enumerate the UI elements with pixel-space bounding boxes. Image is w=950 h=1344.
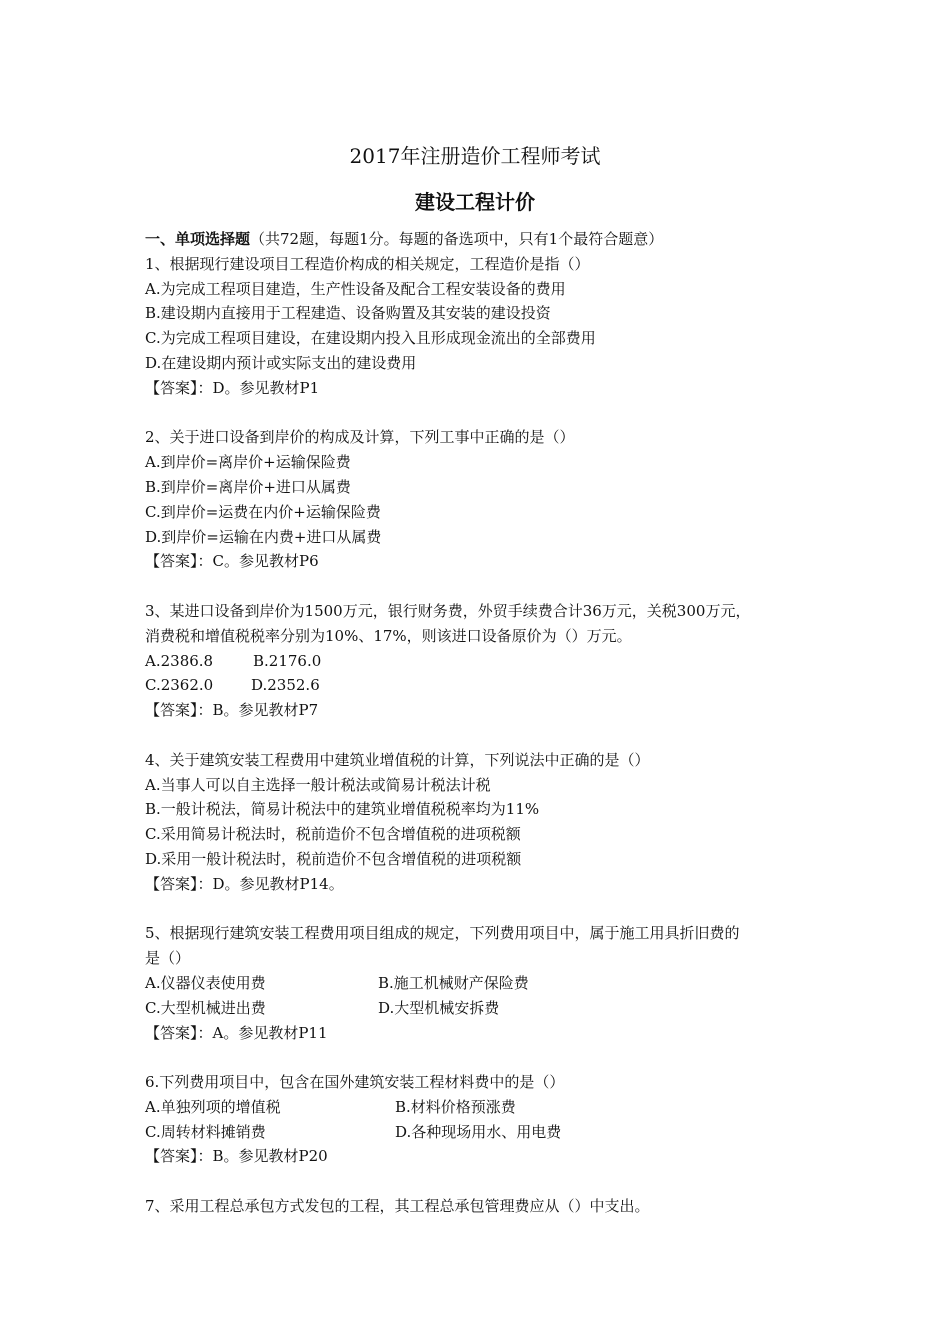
spacer (145, 723, 835, 748)
question-stem: 6.下列费用项目中，包含在国外建筑安装工程材料费中的是（） (145, 1073, 565, 1092)
spacer (145, 574, 835, 599)
section-heading-note: （共72题，每题1分。每题的备选项中，只有1个最符合题意） (250, 230, 664, 248)
question-list (145, 227, 835, 1219)
option-a: A.仪器仪表使用费 (145, 973, 266, 992)
question-stem: 4、关于建筑安装工程费用中建筑业增值税的计算，下列说法中正确的是（） (145, 750, 650, 769)
option-b: B.一般计税法，简易计税法中的建筑业增值税税率均为11% (145, 800, 540, 819)
section-heading (145, 227, 835, 252)
option-c: C.到岸价=运费在内价+运输保险费 (145, 502, 381, 521)
spacer (145, 897, 835, 922)
exam-title: 2017年注册造价工程师考试 (349, 144, 601, 168)
answer-line: 【答案】：B。参见教材P7 (145, 701, 319, 720)
option-a: A.单独列项的增值税 (145, 1097, 281, 1116)
question-stem: 5、根据现行建筑安装工程费用项目组成的规定，下列费用项目中，属于施工用具折旧费的 (145, 924, 740, 943)
option-a: A.为完成工程项目建造，生产性设备及配合工程安装设备的费用 (145, 279, 566, 298)
option-d: D.2352.6 (251, 676, 320, 695)
option-a: A.2386.8 (145, 651, 214, 670)
answer-line: 【答案】：A。参见教材P11 (145, 1023, 328, 1042)
option-b: B.到岸价=离岸价+进口从属费 (145, 477, 351, 496)
option-row (145, 1095, 835, 1120)
spacer (145, 1045, 835, 1070)
option-a: A.到岸价=离岸价+运输保险费 (145, 453, 351, 472)
option-b: B.材料价格预涨费 (395, 1097, 516, 1116)
answer-line: 【答案】：B。参见教材P20 (145, 1147, 328, 1166)
option-c: C.大型机械进出费 (145, 998, 266, 1017)
spacer (145, 401, 835, 426)
answer-line: 【答案】：D。参见教材P14。 (145, 874, 344, 893)
question-stem: 2、关于进口设备到岸价的构成及计算，下列工事中正确的是（） (145, 428, 575, 447)
option-d: D.大型机械安拆费 (378, 998, 500, 1017)
section-heading-bold: 一、单项选择题 (145, 230, 251, 248)
question-stem: 1、根据现行建设项目工程造价构成的相关规定，工程造价是指（） (145, 254, 590, 273)
question-stem: 3、某进口设备到岸价为1500万元，银行财务费，外贸手续费合计36万元，关税300万元， (145, 601, 751, 620)
option-d: D.采用一般计税法时，税前造价不包含增值税的进项税额 (145, 849, 522, 868)
option-a: A.当事人可以自主选择一般计税法或简易计税法计税 (145, 775, 491, 794)
question-stem: 7、采用工程总承包方式发包的工程，其工程总承包管理费应从（）中支出。 (145, 1197, 650, 1216)
option-c: C.采用简易计税法时，税前造价不包含增值税的进项税额 (145, 825, 521, 844)
spacer (145, 1169, 835, 1194)
option-row (145, 996, 835, 1021)
option-row (145, 649, 835, 674)
option-c: C.周转材料摊销费 (145, 1122, 266, 1141)
answer-line: 【答案】：D。参见教材P1 (145, 378, 320, 397)
question-stem-continued: 消费税和增值税税率分别为10%、17%，则该进口设备原价为（）万元。 (145, 626, 632, 645)
option-row (145, 971, 835, 996)
option-c: C.为完成工程项目建设，在建设期内投入且形成现金流出的全部费用 (145, 329, 596, 348)
option-d: D.各种现场用水、用电费 (395, 1122, 562, 1141)
option-d: D.在建设期内预计或实际支出的建设费用 (145, 353, 417, 372)
option-row (145, 673, 835, 698)
question-stem-continued: 是（） (145, 949, 191, 968)
subject-title: 建设工程计价 (415, 190, 535, 214)
option-c: C.2362.0 (145, 676, 214, 695)
option-b: B.建设期内直接用于工程建造、设备购置及其安装的建设投资 (145, 304, 551, 323)
option-d: D.到岸价=运输在内费+进口从属费 (145, 527, 382, 546)
option-b: B.2176.0 (253, 651, 322, 670)
option-b: B.施工机械财产保险费 (378, 973, 529, 992)
answer-line: 【答案】：C。参见教材P6 (145, 552, 319, 571)
option-row (145, 1120, 835, 1145)
